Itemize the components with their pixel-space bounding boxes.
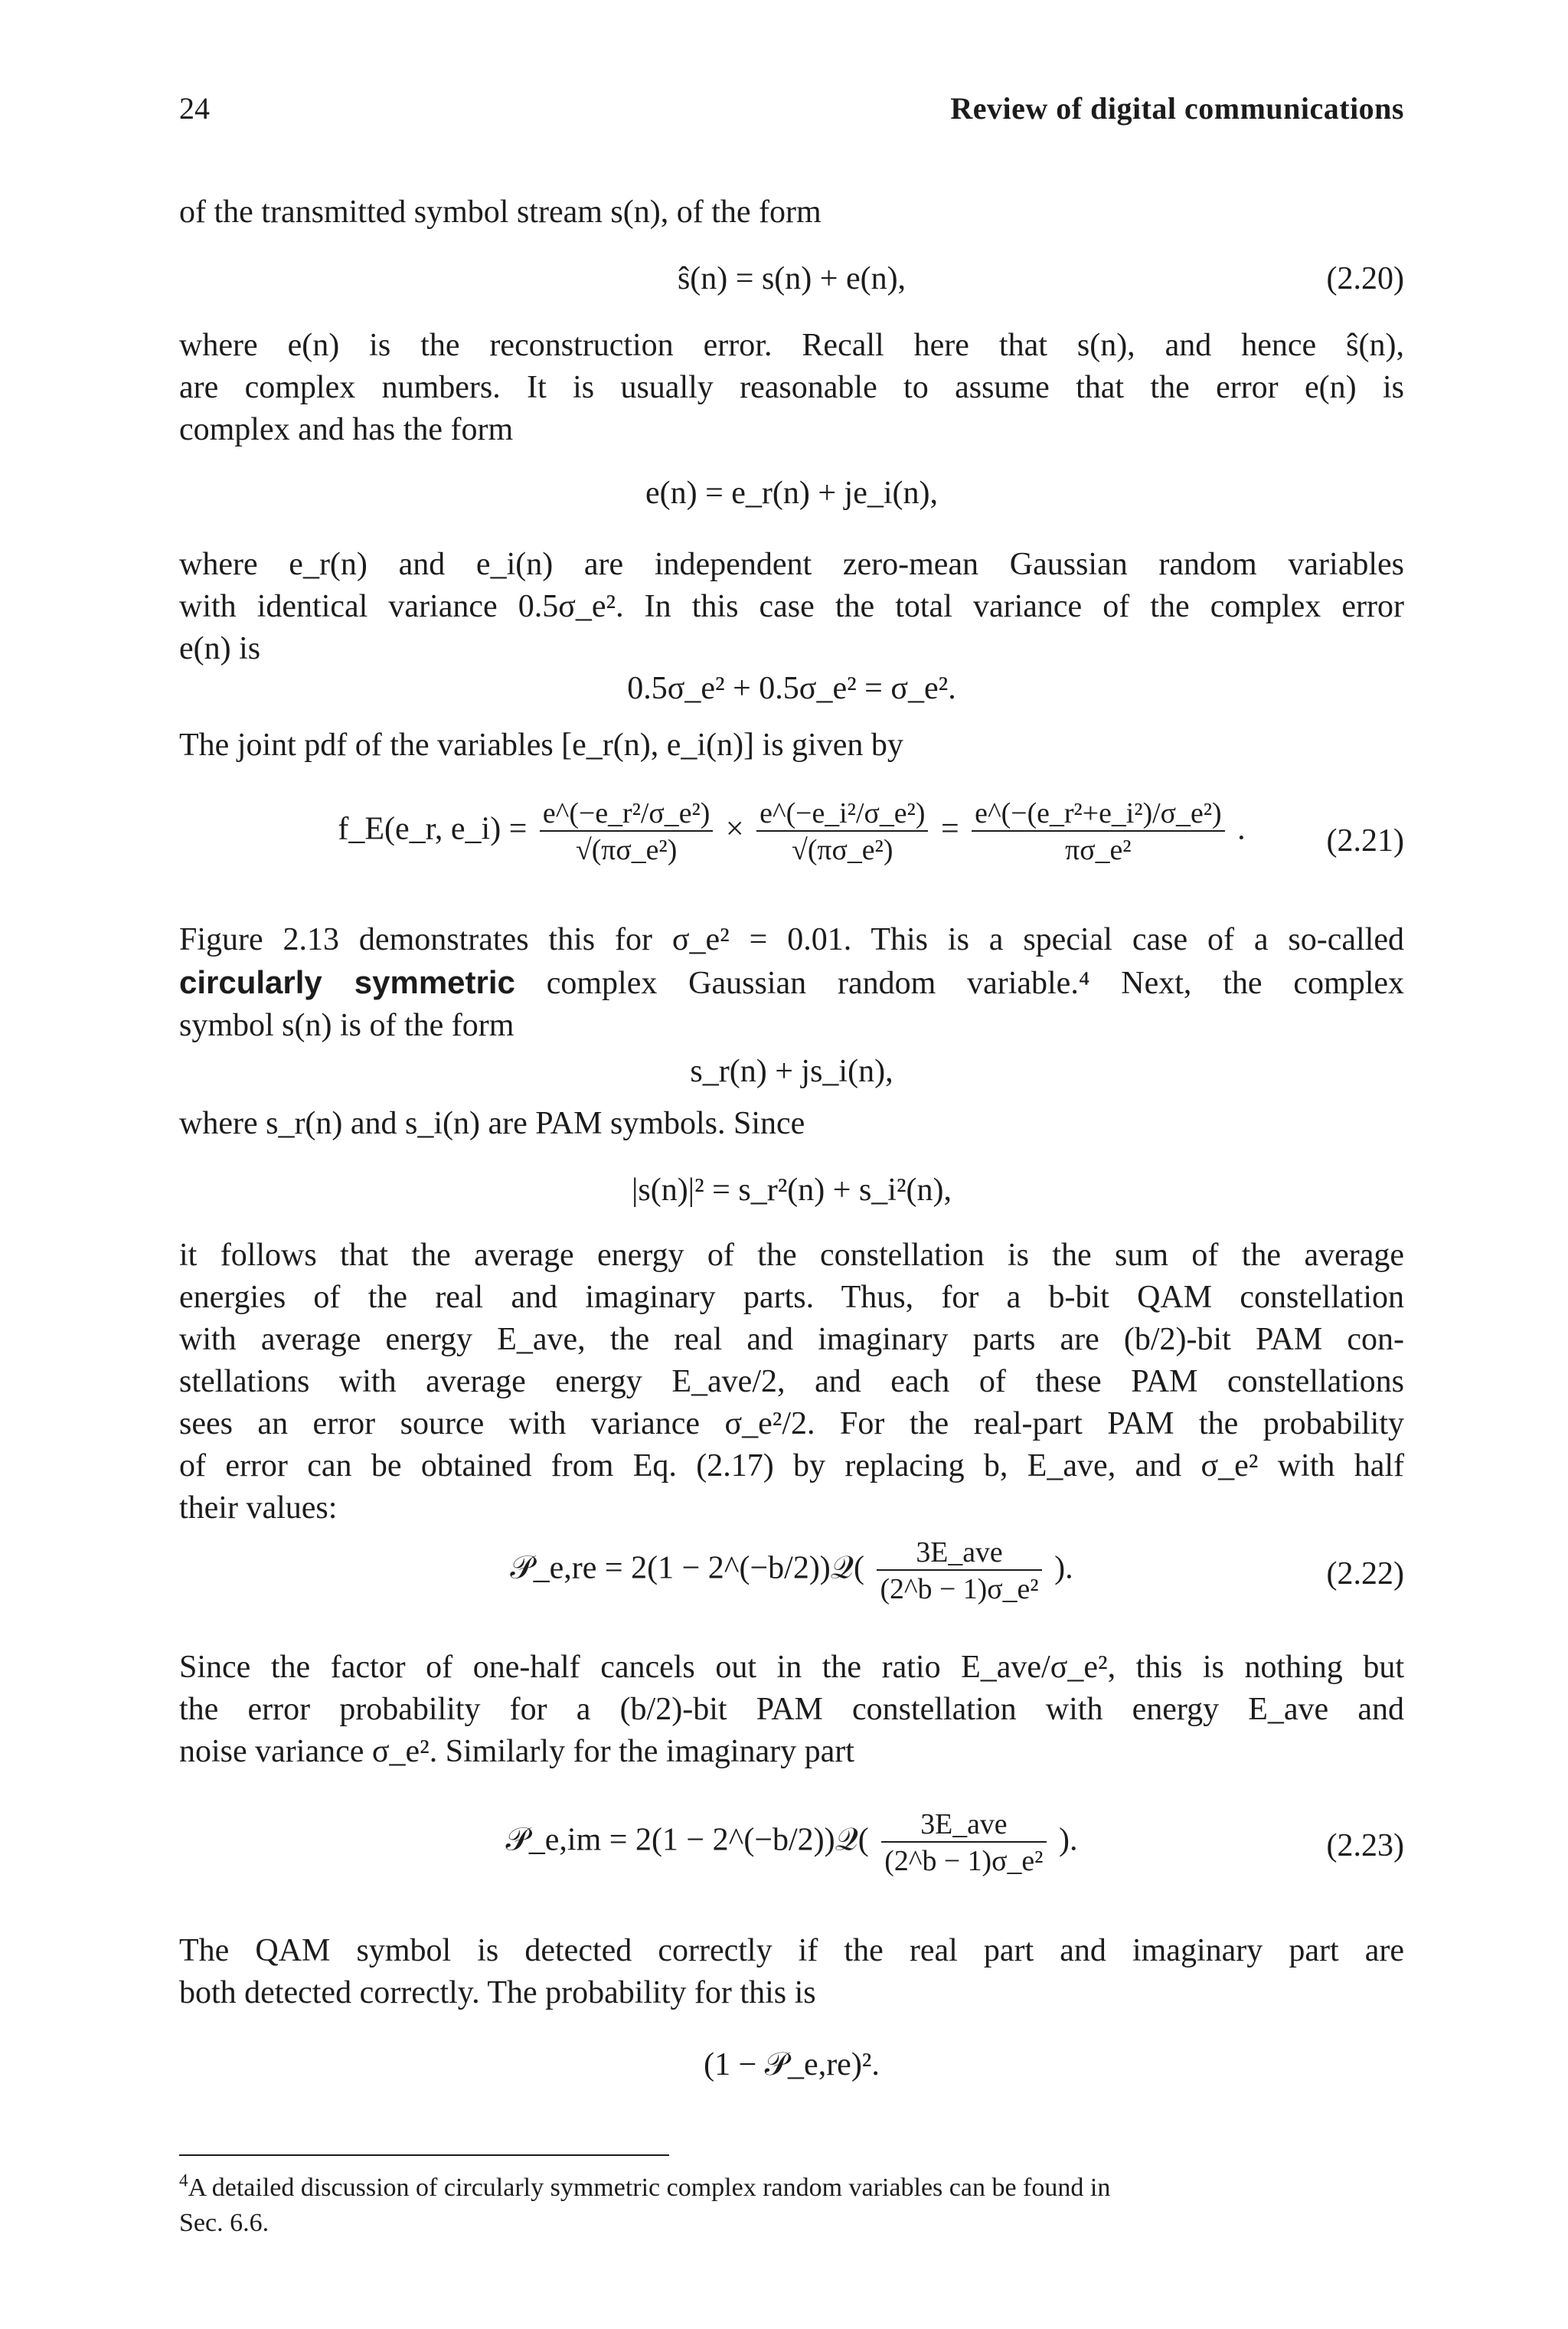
fraction-numerator: 3E_ave xyxy=(920,1808,1008,1840)
eq-lhs: f_E(e_r, e_i) = xyxy=(338,811,528,847)
text-line: symbol s(n) is of the form xyxy=(179,1008,514,1043)
paragraph-3 xyxy=(179,544,1404,670)
page-number: 24 xyxy=(179,91,210,126)
equation-error xyxy=(179,467,1404,536)
equation-body: |s(n)|² = s_r²(n) + s_i²(n), xyxy=(631,1173,952,1208)
equation-2-23 xyxy=(179,1800,1404,1899)
text-line: where e_r(n) and e_i(n) are independent zero-mean Gaussian random variables xyxy=(179,547,1404,582)
text-line: noise variance σ_e². Similarly for the imaginary part xyxy=(179,1734,854,1769)
footnote xyxy=(179,2170,1404,2241)
paragraph-8 xyxy=(179,1647,1404,1773)
footnote-rule xyxy=(179,2154,669,2156)
fraction-numerator: e^(−(e_r²+e_i²)/σ_e²) xyxy=(975,797,1222,829)
footnote-text: A detailed discussion of circularly symmetric complex random variables can be found in xyxy=(188,2174,1111,2202)
paragraph-4 xyxy=(179,725,1404,767)
equation-variance xyxy=(179,662,1404,731)
text-line: Since the factor of one-half cancels out in the ratio E_ave/σ_e², this is nothing but xyxy=(179,1650,1404,1685)
fraction-numerator: e^(−e_i²/σ_e²) xyxy=(760,797,926,829)
equation-body xyxy=(179,1807,1404,1878)
fraction-joint xyxy=(972,797,1224,867)
paragraph-7 xyxy=(179,1235,1404,1529)
text-line: both detected correctly. The probability for this is xyxy=(179,1975,816,2010)
eq-end: ). xyxy=(1059,1822,1078,1858)
fraction-sqrt-arg xyxy=(877,1536,1041,1606)
text-line: are complex numbers. It is usually reasonable to assume that the error e(n) is xyxy=(179,370,1404,405)
paragraph-5 xyxy=(179,919,1404,1047)
page-header xyxy=(179,90,1404,136)
times-sign: × xyxy=(725,811,744,847)
equation-body xyxy=(179,797,1404,867)
equation-number: (2.22) xyxy=(1326,1556,1404,1591)
equation-body: 0.5σ_e² + 0.5σ_e² = σ_e². xyxy=(627,671,956,706)
equation-number: (2.23) xyxy=(1326,1828,1404,1863)
equation-number: (2.20) xyxy=(1326,261,1404,296)
footnote-mark: 4 xyxy=(179,2170,188,2191)
text-line: where s_r(n) and s_i(n) are PAM symbols. Since xyxy=(179,1106,805,1141)
paragraph-2 xyxy=(179,325,1404,451)
fraction-denominator: πσ_e² xyxy=(972,830,1224,867)
equation-number: (2.21) xyxy=(1326,823,1404,859)
text-line: where e(n) is the reconstruction error. Recall here that s(n), and hence ŝ(n), xyxy=(179,328,1404,363)
running-title: Review of digital communications xyxy=(950,91,1404,126)
eq-end: . xyxy=(1237,811,1246,847)
equals-sign: = xyxy=(940,811,959,847)
eq-end: ). xyxy=(1054,1550,1073,1586)
paragraph-6 xyxy=(179,1103,1404,1145)
equation-body: ŝ(n) = s(n) + e(n), xyxy=(677,261,906,296)
equation-2-20 xyxy=(179,253,1404,322)
paragraph-9 xyxy=(179,1930,1404,2014)
footnote-line xyxy=(179,2170,1111,2202)
text-line: The QAM symbol is detected correctly if the real part and imaginary part are xyxy=(179,1933,1404,1968)
text-line: complex and has the form xyxy=(179,412,514,447)
fraction-numerator: 3E_ave xyxy=(916,1536,1003,1568)
fraction-denominator: √(πσ_e²) xyxy=(540,830,713,867)
text-line: The joint pdf of the variables [e_r(n), e_i(n)] is given by xyxy=(179,728,903,763)
footnote-text-cont: Sec. 6.6. xyxy=(179,2209,270,2237)
text-line: it follows that the average energy of the constellation is the sum of the average xyxy=(179,1238,1404,1273)
equation-correct xyxy=(179,2039,1404,2108)
text-line: of the transmitted symbol stream s(n), of the form xyxy=(179,195,822,230)
text-line: energies of the real and imaginary parts. Thus, for a b-bit QAM constellation xyxy=(179,1280,1404,1315)
bold-term: circularly symmetric xyxy=(179,964,515,1000)
text-line: Figure 2.13 demonstrates this for σ_e² = 0.01. This is a special case of a so-called xyxy=(179,922,1404,957)
text-line: of error can be obtained from Eq. (2.17) by replacing b, E_ave, and σ_e² with half xyxy=(179,1448,1404,1483)
equation-body xyxy=(179,1536,1404,1606)
fraction-sqrt-arg xyxy=(881,1807,1046,1878)
equation-body: e(n) = e_r(n) + je_i(n), xyxy=(645,476,939,511)
eq-lhs: 𝒫_e,re = 2(1 − 2^(−b/2))𝒬( xyxy=(510,1550,864,1586)
text-line: their values: xyxy=(179,1490,338,1526)
text-line: the error probability for a (b/2)-bit PAM constellation with energy E_ave and xyxy=(179,1692,1404,1727)
text-line: e(n) is xyxy=(179,631,261,666)
paragraph-1 xyxy=(179,191,1404,234)
equation-body: (1 − 𝒫_e,re)². xyxy=(704,2047,880,2082)
text-line: with average energy E_ave, the real and imaginary parts are (b/2)-bit PAM con- xyxy=(179,1322,1404,1357)
equation-2-22 xyxy=(179,1528,1404,1627)
fraction-denominator: (2^b − 1)σ_e² xyxy=(881,1841,1046,1878)
fraction-denominator: √(πσ_e²) xyxy=(756,830,928,867)
text-line: with identical variance 0.5σ_e². In this case the total variance of the complex error xyxy=(179,589,1404,624)
fraction-denominator: (2^b − 1)σ_e² xyxy=(877,1569,1041,1606)
fraction-numerator: e^(−e_r²/σ_e²) xyxy=(542,797,710,829)
eq-lhs: 𝒫_e,im = 2(1 − 2^(−b/2))𝒬( xyxy=(505,1822,869,1858)
fraction-imag xyxy=(756,797,928,867)
fraction-real xyxy=(540,797,713,867)
equation-2-21 xyxy=(179,789,1404,904)
text-line: sees an error source with variance σ_e²/2. For the real-part PAM the probability xyxy=(179,1406,1404,1441)
equation-energy xyxy=(179,1164,1404,1233)
text-line: stellations with average energy E_ave/2, and each of these PAM constellations xyxy=(179,1364,1404,1399)
equation-body: s_r(n) + js_i(n), xyxy=(690,1054,893,1089)
text-line: circularly symmetric complex Gaussian random variable.⁴ Next, the complex xyxy=(179,964,1405,1001)
